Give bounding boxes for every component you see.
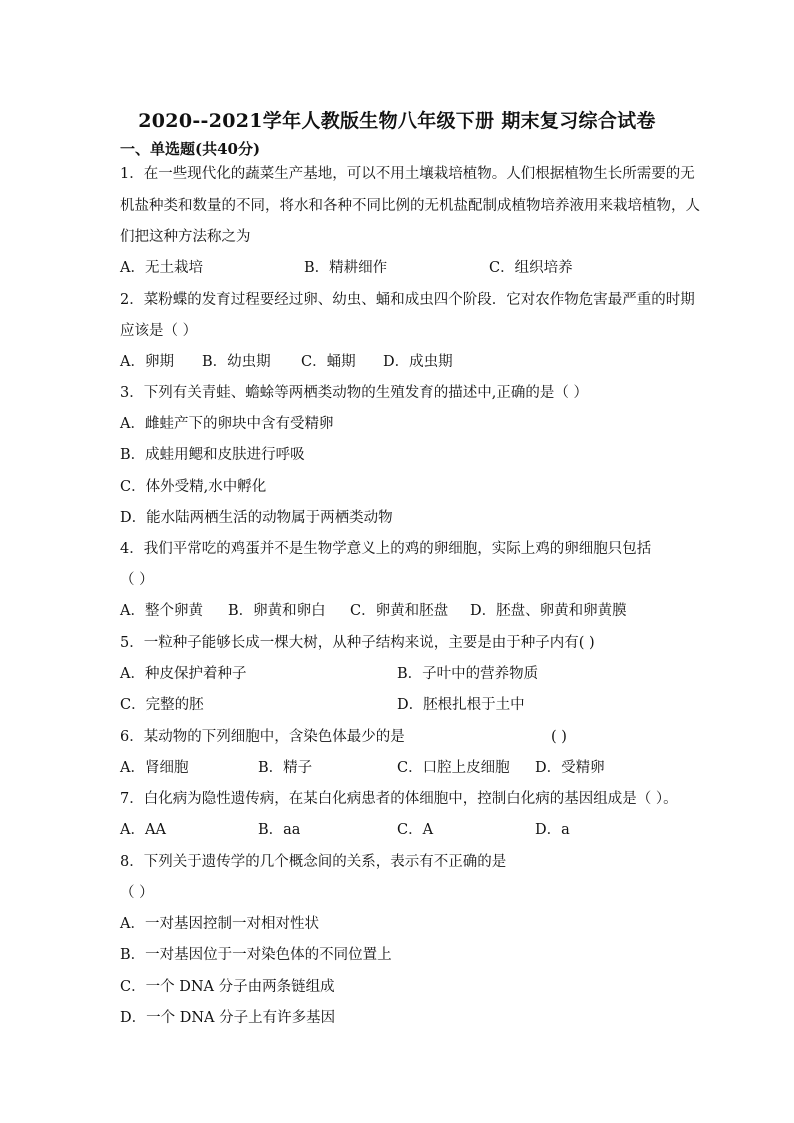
q2-line-2: 应该是（ ）	[120, 323, 198, 339]
q5-option-d: D．胚根扎根于土中	[397, 697, 525, 713]
q7-option-a: A．AA	[120, 822, 166, 838]
q6-answer-paren: ( )	[551, 729, 567, 745]
q5-option-a: A．种皮保护着种子	[120, 666, 247, 682]
q1-line-3: 们把这种方法称之为	[120, 229, 251, 245]
q2-option-b: B．幼虫期	[202, 354, 271, 370]
q3-option-c: C．体外受精,水中孵化	[120, 479, 267, 495]
q7-option-d: D．a	[535, 822, 570, 838]
q6-option-d: D．受精卵	[535, 760, 605, 776]
q6-line-1: 6．某动物的下列细胞中，含染色体最少的是	[120, 729, 405, 745]
q7-option-c: C．A	[397, 822, 434, 838]
q8-option-a: A．一对基因控制一对相对性状	[120, 916, 319, 932]
q8-option-b: B．一对基因位于一对染色体的不同位置上	[120, 947, 392, 963]
q1-option-a: A．无土栽培	[120, 260, 203, 276]
q1-line-1: 1．在一些现代化的蔬菜生产基地，可以不用土壤栽培植物。人们根据植物生长所需要的无	[120, 166, 695, 182]
q5-option-b: B．子叶中的营养物质	[397, 666, 539, 682]
q4-line-2: （ ）	[120, 572, 154, 588]
q7-line-1: 7．白化病为隐性遗传病，在某白化病患者的体细胞中，控制白化病的基因组成是（ ）。	[120, 791, 678, 807]
q8-line-1: 8．下列关于遗传学的几个概念间的关系，表示有不正确的是	[120, 854, 507, 870]
q7-option-b: B．aa	[258, 822, 301, 838]
q2-option-c: C．蛹期	[301, 354, 356, 370]
q1-option-b: B．精耕细作	[304, 260, 388, 276]
q4-option-a: A．整个卵黄	[120, 603, 203, 619]
q3-line-1: 3．下列有关青蛙、蟾蜍等两栖类动物的生殖发育的描述中,正确的是（ ）	[120, 385, 588, 401]
q8-line-2: （ ）	[120, 885, 154, 901]
q2-line-1: 2．菜粉蝶的发育过程要经过卵、幼虫、蛹和成虫四个阶段．它对农作物危害最严重的时期	[120, 292, 695, 308]
q5-option-c: C．完整的胚	[120, 697, 204, 713]
q4-option-c: C．卵黄和胚盘	[350, 603, 449, 619]
q8-option-d: D．一个 DNA 分子上有许多基因	[120, 1010, 336, 1026]
q6-option-c: C．口腔上皮细胞	[397, 760, 510, 776]
q6-option-a: A．肾细胞	[120, 760, 189, 776]
q1-line-2: 机盐种类和数量的不同，将水和各种不同比例的无机盐配制成植物培养液用来栽培植物，人	[120, 198, 700, 214]
q1-option-c: C．组织培养	[489, 260, 573, 276]
q4-option-b: B．卵黄和卵白	[228, 603, 326, 619]
q6-option-b: B．精子	[258, 760, 313, 776]
section-heading: 一、单选题(共40分)	[120, 140, 261, 158]
q3-option-d: D．能水陆两栖生活的动物属于两栖类动物	[120, 510, 393, 526]
q4-line-1: 4．我们平常吃的鸡蛋并不是生物学意义上的鸡的卵细胞，实际上鸡的卵细胞只包括	[120, 541, 652, 557]
q2-option-a: A．卵期	[120, 354, 174, 370]
q5-line-1: 5．一粒种子能够长成一棵大树，从种子结构来说，主要是由于种子内有( )	[120, 635, 595, 651]
page-title: 2020--2021学年人教版生物八年级下册 期末复习综合试卷	[138, 110, 656, 132]
q4-option-d: D．胚盘、卵黄和卵黄膜	[470, 603, 627, 619]
q8-option-c: C．一个 DNA 分子由两条链组成	[120, 979, 335, 995]
q3-option-a: A．雌蛙产下的卵块中含有受精卵	[120, 416, 334, 432]
q3-option-b: B．成蛙用鳃和皮肤进行呼吸	[120, 447, 305, 463]
q2-option-d: D．成虫期	[383, 354, 453, 370]
